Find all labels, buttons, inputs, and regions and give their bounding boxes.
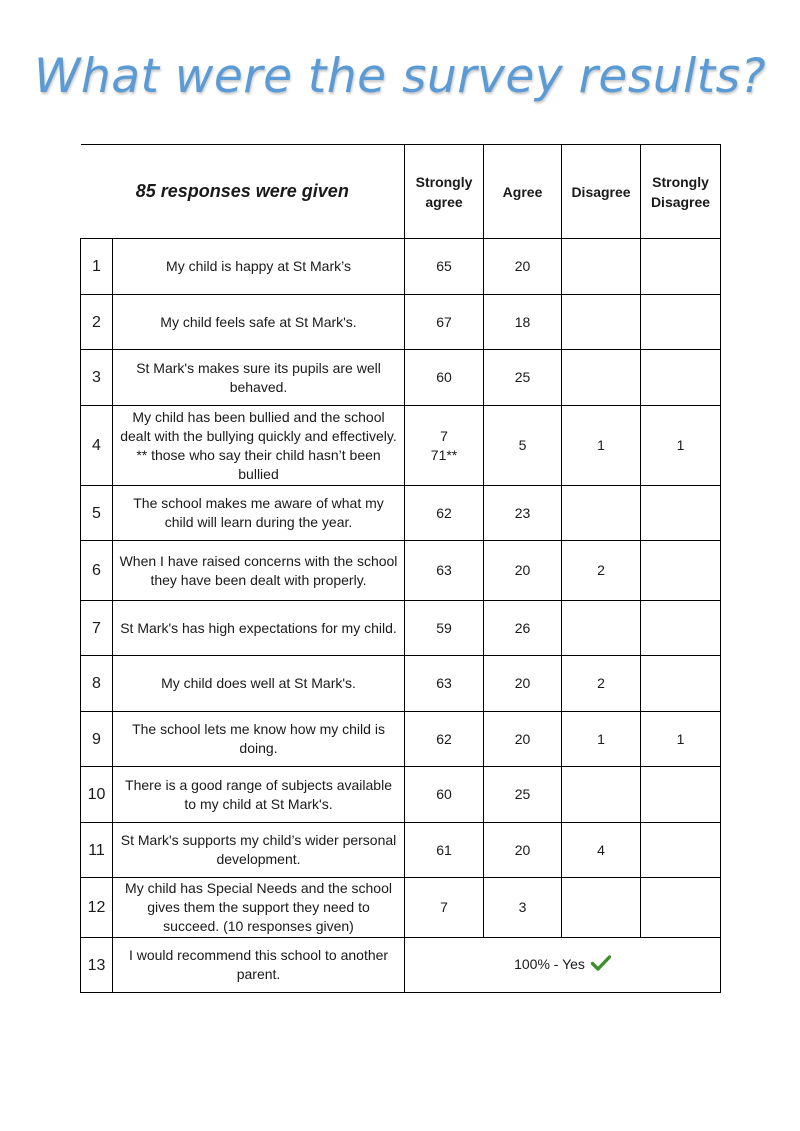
row-number: 11: [81, 823, 113, 878]
question-text: My child has been bullied and the school dealt with the bullying quickly and effectively. ** those who say their child hasn’t been bullied: [113, 406, 405, 486]
table-row: [81, 486, 721, 541]
strongly-agree-value: 62: [405, 712, 484, 767]
strongly-agree-value: 59: [405, 601, 484, 656]
strongly-agree-value: 65: [405, 239, 484, 295]
question-text: I would recommend this school to another parent.: [113, 938, 405, 993]
question-text: St Mark's has high expectations for my child.: [113, 601, 405, 656]
table-row: [81, 823, 721, 878]
table-row: [81, 541, 721, 601]
question-text: St Mark's supports my child’s wider personal development.: [113, 823, 405, 878]
strongly-disagree-value: [641, 767, 721, 823]
table-row: [81, 656, 721, 712]
strongly-disagree-value: [641, 486, 721, 541]
question-text: The school makes me aware of what my child will learn during the year.: [113, 486, 405, 541]
disagree-value: 1: [562, 406, 641, 486]
strongly-disagree-value: 1: [641, 406, 721, 486]
check-icon: [591, 955, 611, 976]
disagree-value: 2: [562, 541, 641, 601]
row-number: 7: [81, 601, 113, 656]
strongly-disagree-value: [641, 541, 721, 601]
strongly-disagree-value: [641, 656, 721, 712]
row-number: 13: [81, 938, 113, 993]
row-number: 10: [81, 767, 113, 823]
agree-value: 20: [484, 541, 562, 601]
column-header-disagree: Disagree: [562, 145, 641, 239]
table-row: [81, 239, 721, 295]
row-number: 5: [81, 486, 113, 541]
strongly-agree-value: 61: [405, 823, 484, 878]
row-number: 6: [81, 541, 113, 601]
question-text: My child does well at St Mark's.: [113, 656, 405, 712]
row-number: 3: [81, 350, 113, 406]
strongly-agree-value: 62: [405, 486, 484, 541]
strongly-disagree-value: [641, 878, 721, 938]
disagree-value: 4: [562, 823, 641, 878]
strongly-agree-value: 67: [405, 295, 484, 350]
strongly-agree-value: 7 71**: [405, 406, 484, 486]
column-header-agree: Agree: [484, 145, 562, 239]
agree-value: 20: [484, 656, 562, 712]
disagree-value: [562, 878, 641, 938]
strongly-disagree-value: 1: [641, 712, 721, 767]
question-text: My child feels safe at St Mark's.: [113, 295, 405, 350]
survey-results-table: [80, 144, 721, 993]
row-number: 8: [81, 656, 113, 712]
strongly-disagree-value: [641, 295, 721, 350]
strongly-agree-value: 7: [405, 878, 484, 938]
disagree-value: [562, 767, 641, 823]
page-title: What were the survey results?: [33, 49, 767, 104]
agree-value: 20: [484, 823, 562, 878]
table-row: [81, 712, 721, 767]
agree-value: 26: [484, 601, 562, 656]
disagree-value: [562, 239, 641, 295]
strongly-agree-value: 63: [405, 541, 484, 601]
strongly-disagree-value: [641, 239, 721, 295]
agree-value: 25: [484, 350, 562, 406]
column-header-strongly-disagree: Strongly Disagree: [641, 145, 721, 239]
table-row: [81, 350, 721, 406]
table-row: [81, 878, 721, 938]
row-number: 4: [81, 406, 113, 486]
agree-value: 18: [484, 295, 562, 350]
table-row: [81, 938, 721, 993]
row-number: 12: [81, 878, 113, 938]
disagree-value: 1: [562, 712, 641, 767]
column-header-strongly-agree: Strongly agree: [405, 145, 484, 239]
disagree-value: [562, 486, 641, 541]
row-number: 2: [81, 295, 113, 350]
row-number: 9: [81, 712, 113, 767]
agree-value: 20: [484, 712, 562, 767]
strongly-agree-value: 63: [405, 656, 484, 712]
agree-value: 23: [484, 486, 562, 541]
table-row: [81, 601, 721, 656]
question-text: The school lets me know how my child is doing.: [113, 712, 405, 767]
question-text: My child is happy at St Mark’s: [113, 239, 405, 295]
recommend-result-cell: [405, 938, 721, 993]
agree-value: 20: [484, 239, 562, 295]
recommend-result: 100% - Yes: [514, 955, 585, 972]
row-number: 1: [81, 239, 113, 295]
strongly-disagree-value: [641, 350, 721, 406]
disagree-value: [562, 295, 641, 350]
table-header-row: [81, 145, 721, 239]
strongly-disagree-value: [641, 601, 721, 656]
disagree-value: 2: [562, 656, 641, 712]
disagree-value: [562, 350, 641, 406]
strongly-disagree-value: [641, 823, 721, 878]
agree-value: 5: [484, 406, 562, 486]
table-row: [81, 295, 721, 350]
strongly-agree-value: 60: [405, 350, 484, 406]
question-text: There is a good range of subjects available to my child at St Mark's.: [113, 767, 405, 823]
question-text: St Mark's makes sure its pupils are well behaved.: [113, 350, 405, 406]
responses-caption: 85 responses were given: [81, 145, 405, 239]
agree-value: 25: [484, 767, 562, 823]
question-text: When I have raised concerns with the school they have been dealt with properly.: [113, 541, 405, 601]
disagree-value: [562, 601, 641, 656]
strongly-agree-value: 60: [405, 767, 484, 823]
question-text: My child has Special Needs and the school gives them the support they need to succeed. (10 responses given): [113, 878, 405, 938]
table-row: [81, 406, 721, 486]
agree-value: 3: [484, 878, 562, 938]
table-row: [81, 767, 721, 823]
